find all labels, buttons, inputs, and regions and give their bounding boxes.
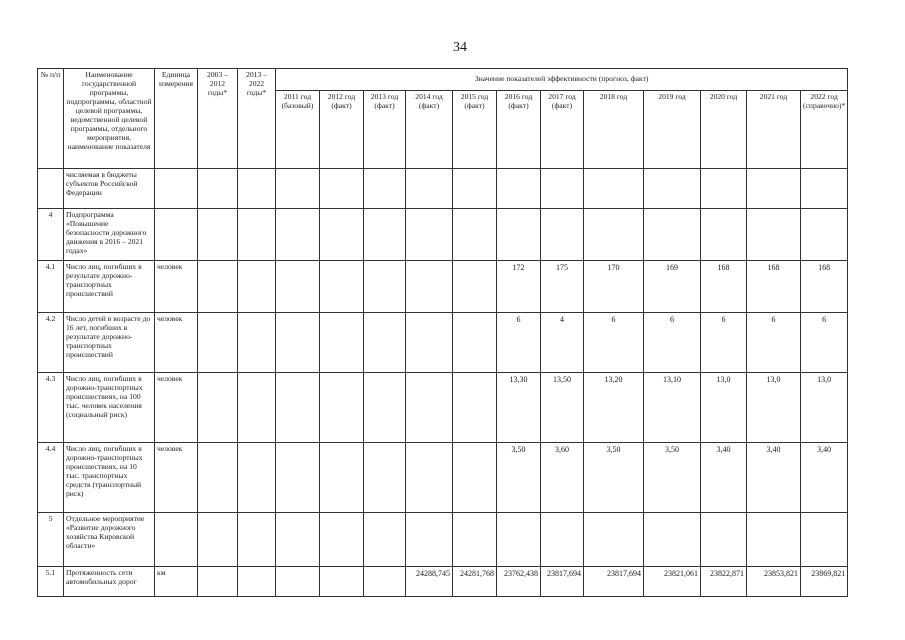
row-number: 4.2 <box>38 313 64 373</box>
row-period-2003 <box>198 443 238 513</box>
row-value <box>406 373 453 443</box>
row-value: 6 <box>644 313 701 373</box>
row-value: 3,60 <box>541 443 584 513</box>
row-value <box>497 209 541 261</box>
indicators-table <box>37 68 848 597</box>
row-number: 4 <box>38 209 64 261</box>
row-value <box>584 513 644 567</box>
row-unit: человек <box>155 261 198 313</box>
table-row <box>38 567 848 597</box>
row-number: 5 <box>38 513 64 567</box>
table-row <box>38 313 848 373</box>
table-row <box>38 209 848 261</box>
row-value <box>320 567 364 597</box>
row-value: 23817,694 <box>541 567 584 597</box>
row-value: 24281,768 <box>453 567 497 597</box>
row-value <box>364 373 406 443</box>
header-year: 2011 год (базовый) <box>276 91 320 169</box>
row-period-2013 <box>238 373 276 443</box>
row-value <box>541 169 584 209</box>
row-period-2003 <box>198 169 238 209</box>
row-value <box>406 443 453 513</box>
header-num: № п/п <box>38 69 64 169</box>
row-number: 4.4 <box>38 443 64 513</box>
row-value <box>364 443 406 513</box>
header-year: 2013 год (факт) <box>364 91 406 169</box>
row-value: 3,40 <box>701 443 747 513</box>
row-value <box>701 169 747 209</box>
row-value <box>364 567 406 597</box>
row-period-2013 <box>238 209 276 261</box>
header-year: 2015 год (факт) <box>453 91 497 169</box>
header-year: 2016 год (факт) <box>497 91 541 169</box>
row-value <box>701 513 747 567</box>
row-number: 4.1 <box>38 261 64 313</box>
table-body <box>38 169 848 597</box>
row-value <box>453 373 497 443</box>
row-value <box>541 513 584 567</box>
row-value: 23853,821 <box>747 567 801 597</box>
row-value <box>644 209 701 261</box>
row-value: 6 <box>497 313 541 373</box>
row-value <box>541 209 584 261</box>
table-row <box>38 513 848 567</box>
row-period-2003 <box>198 373 238 443</box>
row-value: 13,0 <box>801 373 848 443</box>
row-value: 168 <box>801 261 848 313</box>
row-period-2013 <box>238 513 276 567</box>
row-name: Отдельное мероприятие «Развитие дорожного хозяйства Кировской области» <box>64 513 155 567</box>
row-period-2003 <box>198 209 238 261</box>
row-value: 24288,745 <box>406 567 453 597</box>
row-value <box>320 513 364 567</box>
row-value <box>453 209 497 261</box>
row-value: 170 <box>584 261 644 313</box>
row-value <box>584 169 644 209</box>
row-value <box>644 513 701 567</box>
row-period-2003 <box>198 313 238 373</box>
row-value: 13,0 <box>747 373 801 443</box>
row-value <box>801 513 848 567</box>
row-value: 3,50 <box>584 443 644 513</box>
row-value <box>453 443 497 513</box>
header-values-title: Значение показателей эффективности (прогноз, факт) <box>276 69 848 91</box>
row-period-2013 <box>238 567 276 597</box>
row-name: Протяженность сети автомобильных дорог <box>64 567 155 597</box>
row-value <box>276 169 320 209</box>
row-value <box>584 209 644 261</box>
row-value <box>276 261 320 313</box>
row-value: 13,10 <box>644 373 701 443</box>
row-unit: человек <box>155 373 198 443</box>
row-value: 6 <box>801 313 848 373</box>
row-value <box>320 169 364 209</box>
header-year: 2022 год (справочно)* <box>801 91 848 169</box>
row-value <box>453 313 497 373</box>
row-value <box>276 567 320 597</box>
header-unit: Единица измерения <box>155 69 198 169</box>
row-value: 168 <box>701 261 747 313</box>
row-value <box>801 209 848 261</box>
header-year: 2012 год (факт) <box>320 91 364 169</box>
row-period-2003 <box>198 261 238 313</box>
row-value <box>364 209 406 261</box>
row-value: 169 <box>644 261 701 313</box>
header-year: 2020 год <box>701 91 747 169</box>
row-unit <box>155 513 198 567</box>
row-value: 3,50 <box>497 443 541 513</box>
row-value: 3,40 <box>801 443 848 513</box>
header-period-2003: 2003 – 2012 годы* <box>198 69 238 169</box>
row-value: 23822,871 <box>701 567 747 597</box>
row-period-2013 <box>238 169 276 209</box>
row-number: 4.3 <box>38 373 64 443</box>
row-value: 168 <box>747 261 801 313</box>
row-name: числяемая в бюджеты субъектов Российской Федерации <box>64 169 155 209</box>
row-value <box>364 169 406 209</box>
table-row <box>38 443 848 513</box>
row-value: 23817,694 <box>584 567 644 597</box>
row-name: Число лиц, погибших в дорожно-транспортных происшествиях, на 100 тыс. человек населения (социальный риск) <box>64 373 155 443</box>
row-value <box>276 513 320 567</box>
row-value <box>406 169 453 209</box>
row-unit <box>155 209 198 261</box>
row-period-2013 <box>238 261 276 313</box>
header-year: 2021 год <box>747 91 801 169</box>
row-period-2003 <box>198 513 238 567</box>
row-value <box>453 513 497 567</box>
row-value <box>276 209 320 261</box>
table-row <box>38 373 848 443</box>
row-value <box>497 169 541 209</box>
row-value <box>320 209 364 261</box>
row-period-2013 <box>238 443 276 513</box>
row-value <box>747 209 801 261</box>
row-value <box>747 169 801 209</box>
row-value <box>364 513 406 567</box>
row-value <box>497 513 541 567</box>
row-value: 175 <box>541 261 584 313</box>
row-value <box>453 169 497 209</box>
header-year: 2017 год (факт) <box>541 91 584 169</box>
row-value: 23762,438 <box>497 567 541 597</box>
row-number: 5.1 <box>38 567 64 597</box>
row-name: Число лиц, погибших в дорожно-транспортных происшествиях, на 10 тыс. транспортных средств (транспортный риск) <box>64 443 155 513</box>
header-year: 2014 год (факт) <box>406 91 453 169</box>
row-value <box>801 169 848 209</box>
row-value <box>406 313 453 373</box>
row-value <box>276 373 320 443</box>
table-row <box>38 261 848 313</box>
header-name: Наименование государственной программы, подпрограммы, областной целевой программы, ведомственной целевой программы, отдельного мероприятия, наименование показателя <box>64 69 155 169</box>
row-value <box>406 261 453 313</box>
row-value: 4 <box>541 313 584 373</box>
row-name: Число лиц, погибших в результате дорожно-транспортных происшествий <box>64 261 155 313</box>
row-value <box>453 261 497 313</box>
page-number: 34 <box>453 40 467 55</box>
row-value <box>364 313 406 373</box>
row-value <box>406 209 453 261</box>
table-header <box>38 69 848 169</box>
row-value <box>320 373 364 443</box>
row-value <box>320 261 364 313</box>
row-value <box>747 513 801 567</box>
row-value <box>276 313 320 373</box>
header-year: 2019 год <box>644 91 701 169</box>
row-value: 13,0 <box>701 373 747 443</box>
row-value <box>364 261 406 313</box>
row-unit: человек <box>155 313 198 373</box>
row-value <box>320 313 364 373</box>
row-value: 6 <box>701 313 747 373</box>
row-value <box>644 169 701 209</box>
row-value: 23869,821 <box>801 567 848 597</box>
row-value: 13,20 <box>584 373 644 443</box>
row-name: Число детей в возрасте до 16 лет, погибших в результате дорожно-транспортных происшествий <box>64 313 155 373</box>
row-unit: км <box>155 567 198 597</box>
row-number <box>38 169 64 209</box>
row-unit <box>155 169 198 209</box>
row-value <box>276 443 320 513</box>
row-value <box>406 513 453 567</box>
row-unit: человек <box>155 443 198 513</box>
table-row <box>38 169 848 209</box>
row-period-2013 <box>238 313 276 373</box>
row-value: 6 <box>747 313 801 373</box>
row-value: 3,40 <box>747 443 801 513</box>
header-period-2013: 2013 – 2022 годы* <box>238 69 276 169</box>
header-year: 2018 год <box>584 91 644 169</box>
row-value: 3,50 <box>644 443 701 513</box>
row-period-2003 <box>198 567 238 597</box>
row-name: Подпрограмма «Повышение безопасности дорожного движения в 2016 – 2021 годах» <box>64 209 155 261</box>
row-value <box>701 209 747 261</box>
row-value: 13,30 <box>497 373 541 443</box>
row-value: 172 <box>497 261 541 313</box>
row-value: 13,50 <box>541 373 584 443</box>
row-value: 6 <box>584 313 644 373</box>
row-value: 23821,061 <box>644 567 701 597</box>
row-value <box>320 443 364 513</box>
